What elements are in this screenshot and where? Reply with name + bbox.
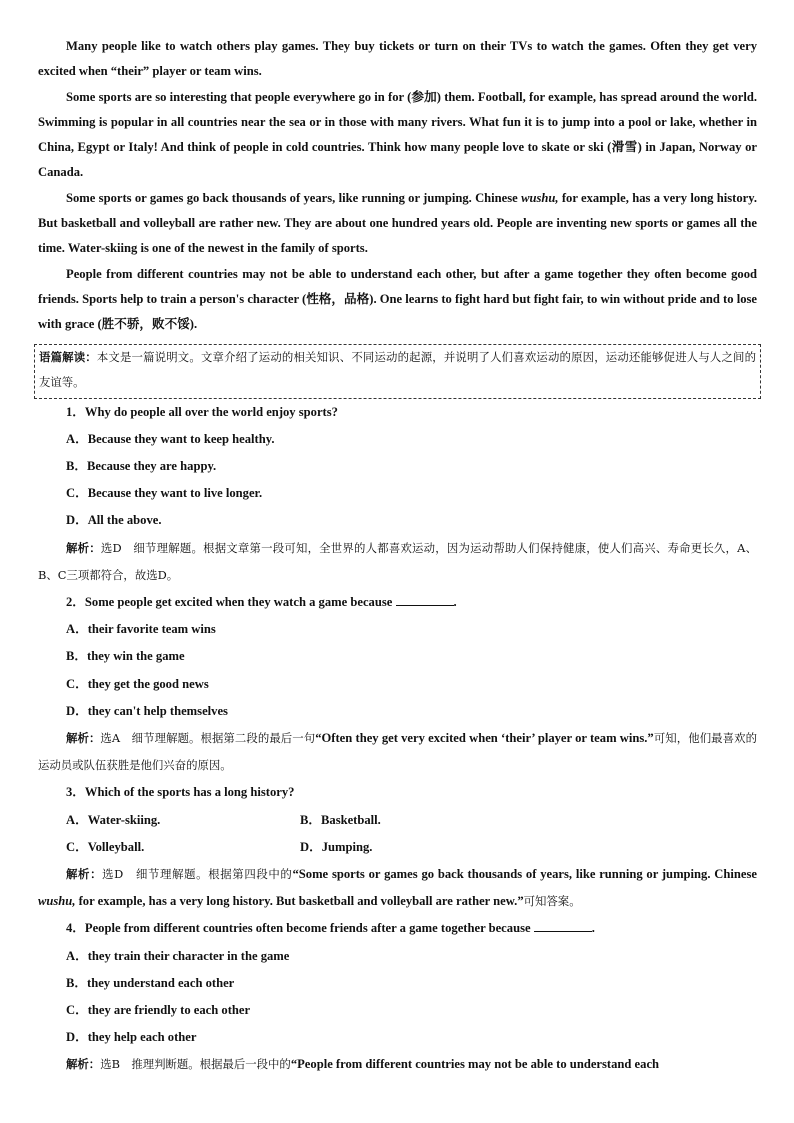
question-3-options-row-2 [38, 834, 757, 861]
question-1-option-c: C．Because they want to live longer. [66, 486, 263, 501]
question-4-option-d: D．they help each other [66, 1030, 197, 1045]
question-4-option-c: C．they are friendly to each other [66, 1003, 251, 1018]
question-3-option-b: B．Basketball. [300, 812, 381, 827]
question-4-analysis: 解析：选B 推理判断题。根据最后一段中的“People from different countries may not be able to understand each [66, 1057, 660, 1072]
passage-paragraph-2: Some sports are so interesting that people everywhere go in for (参加) them. Football, for example, has spread around the world. Swimming is popular in all countries near the sea or in those with many rivers. What fun it is to jump into a pool or lake, whether in China, Egypt or Italy! And think of people in cold countries. Think how many people love to skate or ski (滑雪) in Japan, Norway or Canada. [38, 89, 757, 180]
question-1-option-d: D．All the above. [66, 513, 162, 528]
summary-label: 语篇解读： [39, 349, 97, 364]
summary-text: 本文是一篇说明文。文章介绍了运动的相关知识、不同运动的起源，并说明了人们喜欢运动的原因，运动还能够促进人与人之间的友谊等。 [39, 349, 756, 390]
question-2-stem: 2．Some people get excited when they watch a game because . [66, 594, 457, 609]
question-3-option-c: C．Volleyball. [66, 839, 145, 854]
question-2-option-b: B．they win the game [66, 649, 185, 664]
question-2-analysis: 解析：选A 细节理解题。根据第二段的最后一句“Often they get very excited when ‘their’ player or team wins.”可知，他们最喜欢的运动员或队伍获胜是他们兴奋的原因。 [38, 731, 757, 773]
question-4-option-b: B．they understand each other [66, 975, 235, 990]
question-3-analysis: 解析：选D 细节理解题。根据第四段中的“Some sports or games go back thousands of years, like running or jumping. Chinese wushu, for example, has a very long history. But basketball and volleyball are rather new.”可知答案。 [38, 867, 757, 909]
question-2-option-c: C．they get the good news [66, 676, 209, 691]
question-2-option-a: A．their favorite team wins [66, 622, 216, 637]
question-3-options-row-1 [38, 807, 757, 834]
passage-paragraph-1: Many people like to watch others play games. They buy tickets or turn on their TVs to watch the games. Often they get very excited when “their” player or team wins. [38, 39, 757, 79]
question-4-option-a: A．they train their character in the game [66, 948, 290, 963]
question-2-option-d: D．they can't help themselves [66, 703, 228, 718]
question-3-option-d: D．Jumping. [300, 839, 373, 854]
question-1-stem: 1．Why do people all over the world enjoy sports? [66, 404, 338, 419]
question-3-stem: 3．Which of the sports has a long history? [66, 785, 295, 800]
question-1-analysis: 解析：选D 细节理解题。根据文章第一段可知，全世界的人都喜欢运动，因为运动帮助人们保持健康，使人们高兴、寿命更长久，A、B、C三项都符合，故选D。 [38, 540, 757, 582]
question-3-option-a: A．Water-skiing. [66, 812, 161, 827]
passage-paragraph-4: People from different countries may not be able to understand each other, but after a game together they often become good friends. Sports help to train a person's character (性格，品格). One learns to fight hard but fight fair, to win without pride and to lose with grace (胜不骄，败不馁). [38, 266, 757, 332]
italic-wushu: wushu, [521, 190, 559, 205]
question-1-option-a: A．Because they want to keep healthy. [66, 431, 275, 446]
document-page [38, 34, 757, 1079]
summary-box [34, 344, 761, 399]
question-1-option-b: B．Because they are happy. [66, 458, 217, 473]
question-4-stem: 4．People from different countries often become friends after a game together because . [66, 921, 595, 936]
answer-blank [396, 593, 454, 606]
answer-blank [534, 919, 592, 932]
passage-paragraph-3: Some sports or games go back thousands of years, like running or jumping. Chinese wushu, for example, has a very long history. But basketball and volleyball are rather new. They are about one hundred years old. People are inventing new sports or games all the time. Water-skiing is one of the newest in the family of sports. [38, 190, 757, 256]
